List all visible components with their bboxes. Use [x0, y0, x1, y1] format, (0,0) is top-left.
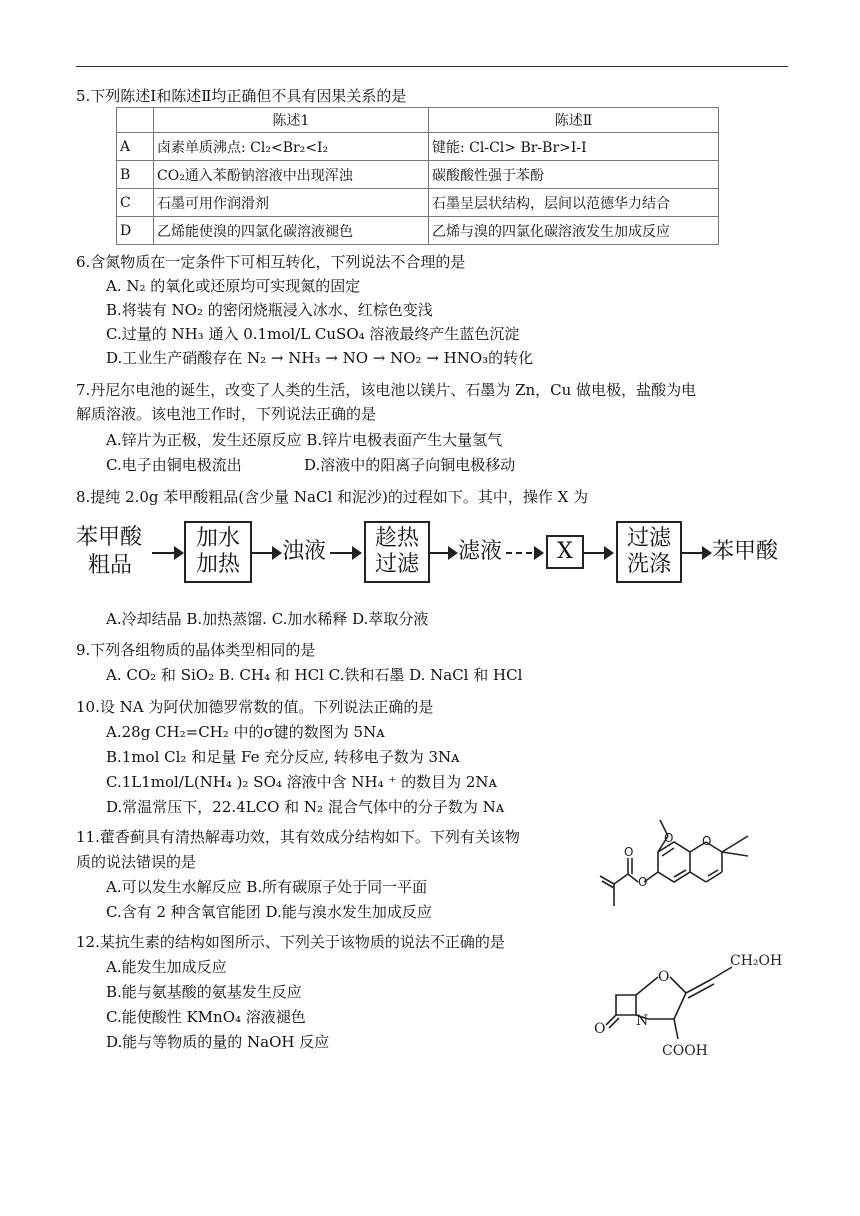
header-rule: [76, 66, 788, 67]
q10-option-c: C.1L1mol/L(NH₄ )₂ SO₄ 溶液中含 NH₄ ⁺ 的数目为 2Nᴀ: [106, 773, 498, 791]
statement-2: 碳酸酸性强于苯酚: [429, 161, 719, 189]
q10-option-d: D.常温常压下，22.4LCO 和 N₂ 混合气体中的分子数为 Nᴀ: [106, 798, 505, 816]
table-row: [117, 133, 719, 161]
flow-box-x: [546, 535, 584, 569]
q7-stem-line2: 解质溶液。该电池工作时，下列说法正确的是: [76, 405, 377, 423]
q10-option-b: B.1mol Cl₂ 和足量 Fe 充分反应, 转移电子数为 3Nᴀ: [106, 748, 460, 766]
q9-options: A. CO₂ 和 SiO₂ B. CH₄ 和 HCl C.铁和石墨 D. NaCl 和 HCl: [106, 666, 523, 684]
q12-stem: 12.某抗生素的结构如图所示、下列关于该物质的说法不正确的是: [76, 933, 505, 951]
flow-box-hot-filter: [364, 521, 430, 583]
statement-1: 卤素单质沸点: Cl₂<Br₂<I₂: [154, 133, 429, 161]
box-label: 趁热: [374, 526, 419, 551]
q11-stem-line2: 质的说法错误的是: [76, 853, 197, 871]
table-header-row: [117, 108, 719, 133]
flow-arrow: [584, 552, 612, 554]
statement-2: 键能: Cl-Cl> Br-Br>I-I: [429, 133, 719, 161]
header-cell: 陈述Ⅱ: [429, 108, 719, 133]
header-cell: 陈述1: [154, 108, 429, 133]
q6-option-a: A. N₂ 的氧化或还原均可实现氮的固定: [106, 277, 361, 295]
statement-1: CO₂通入苯酚钠溶液中出现浑浊: [154, 161, 429, 189]
table-row: [117, 189, 719, 217]
statement-1: 石墨可用作润滑剂: [154, 189, 429, 217]
q10-stem: 10.设 NA 为阿伏加德罗常数的值。下列说法正确的是: [76, 698, 434, 716]
flow-turbid-liquid: 浊液: [282, 539, 327, 564]
q11-molecule-structure: [598, 812, 788, 922]
header-cell: [117, 108, 154, 133]
flow-dashed-arrow: [506, 552, 542, 554]
q7-stem-line1: 7.丹尼尔电池的诞生，改变了人类的生活，该电池以镁片、石墨为 Zn，Cu 做电极，盐酸为电: [76, 381, 697, 399]
box-label: X: [557, 539, 573, 564]
q8-stem: 8.提纯 2.0g 苯甲酸粗品(含少量 NaCl 和泥沙)的过程如下。其中，操作 X 为: [76, 488, 589, 506]
row-label: A: [117, 133, 154, 161]
svg-text:O: O: [664, 831, 674, 845]
svg-text:O: O: [624, 845, 634, 859]
box-label: 过滤: [626, 526, 671, 551]
q12-option-c: C.能使酸性 KMnO₄ 溶液褪色: [106, 1008, 306, 1026]
statement-2: 石墨呈层状结构，层间以范德华力结合: [429, 189, 719, 217]
flow-end: 苯甲酸: [712, 539, 779, 564]
q5-stem: 5.下列陈述Ⅰ和陈述Ⅱ均正确但不具有因果关系的是: [76, 87, 407, 105]
purification-flowchart: [76, 517, 796, 589]
q11-options-cd: C.含有 2 种含氧官能团 D.能与溴水发生加成反应: [106, 903, 432, 921]
svg-text:O: O: [702, 834, 712, 848]
box-label: 洗涤: [626, 552, 671, 577]
row-label: B: [117, 161, 154, 189]
q12-option-a: A.能发生加成反应: [106, 958, 227, 976]
box-label: 过滤: [374, 552, 419, 577]
q12-option-b: B.能与氨基酸的氨基发生反应: [106, 983, 302, 1001]
flow-start-line2: 粗品: [88, 553, 133, 578]
row-label: C: [117, 189, 154, 217]
q5-table: [116, 107, 719, 245]
box-label: 加水: [195, 526, 240, 551]
q7-option-c: C.电子由铜电极流出: [106, 456, 242, 474]
flow-box-filter-wash: [616, 521, 682, 583]
flow-box-heat: [184, 521, 252, 583]
q6-stem: 6.含氮物质在一定条件下可相互转化，下列说法不合理的是: [76, 253, 466, 271]
q6-option-d: D.工业生产硝酸存在 N₂ → NH₃ → NO → NO₂ → HNO₃的转化: [106, 349, 534, 367]
mol-o-ring: O: [658, 969, 670, 985]
row-label: D: [117, 217, 154, 245]
q7-option-d: D.溶液中的阳离子向铜电极移动: [304, 456, 516, 474]
q12-molecule-structure: [586, 935, 786, 1065]
q8-options: A.冷却结晶 B.加热蒸馏. C.加水稀释 D.萃取分液: [106, 610, 429, 628]
svg-text:O: O: [638, 875, 648, 889]
flow-arrow: [152, 552, 182, 554]
q6-option-c: C.过量的 NH₃ 通入 0.1mol/L CuSO₄ 溶液最终产生蓝色沉淀: [106, 325, 520, 343]
mol-n-ring: N: [636, 1013, 649, 1029]
box-label: 加热: [195, 552, 240, 577]
statement-2: 乙烯与溴的四氯化碳溶液发生加成反应: [429, 217, 719, 245]
flow-arrow: [330, 552, 360, 554]
q11-options-ab: A.可以发生水解反应 B.所有碳原子处于同一平面: [106, 878, 428, 896]
flow-arrow: [682, 552, 710, 554]
flow-filtrate: 滤液: [458, 539, 503, 564]
mol-ch2oh: CH₂OH: [730, 953, 783, 969]
q6-option-b: B.将装有 NO₂ 的密闭烧瓶浸入冰水、红棕色变浅: [106, 301, 433, 319]
q11-stem-line1: 11.藿香蓟具有清热解毒功效，其有效成分结构如下。下列有关该物: [76, 828, 520, 846]
statement-1: 乙烯能使溴的四氯化碳溶液褪色: [154, 217, 429, 245]
table-row: [117, 161, 719, 189]
q9-stem: 9.下列各组物质的晶体类型相同的是: [76, 641, 316, 659]
q12-option-d: D.能与等物质的量的 NaOH 反应: [106, 1033, 330, 1051]
mol-o-keto: O: [594, 1021, 606, 1037]
mol-cooh: COOH: [662, 1043, 708, 1059]
flow-arrow: [430, 552, 456, 554]
q10-option-a: A.28g CH₂=CH₂ 中的σ键的数图为 5Nᴀ: [106, 723, 385, 741]
table-row: [117, 217, 719, 245]
flow-arrow: [252, 552, 280, 554]
q7-options-ab: A.锌片为正极，发生还原反应 B.锌片电极表面产生大量氢气: [106, 431, 503, 449]
flow-start-line1: 苯甲酸: [76, 525, 143, 550]
